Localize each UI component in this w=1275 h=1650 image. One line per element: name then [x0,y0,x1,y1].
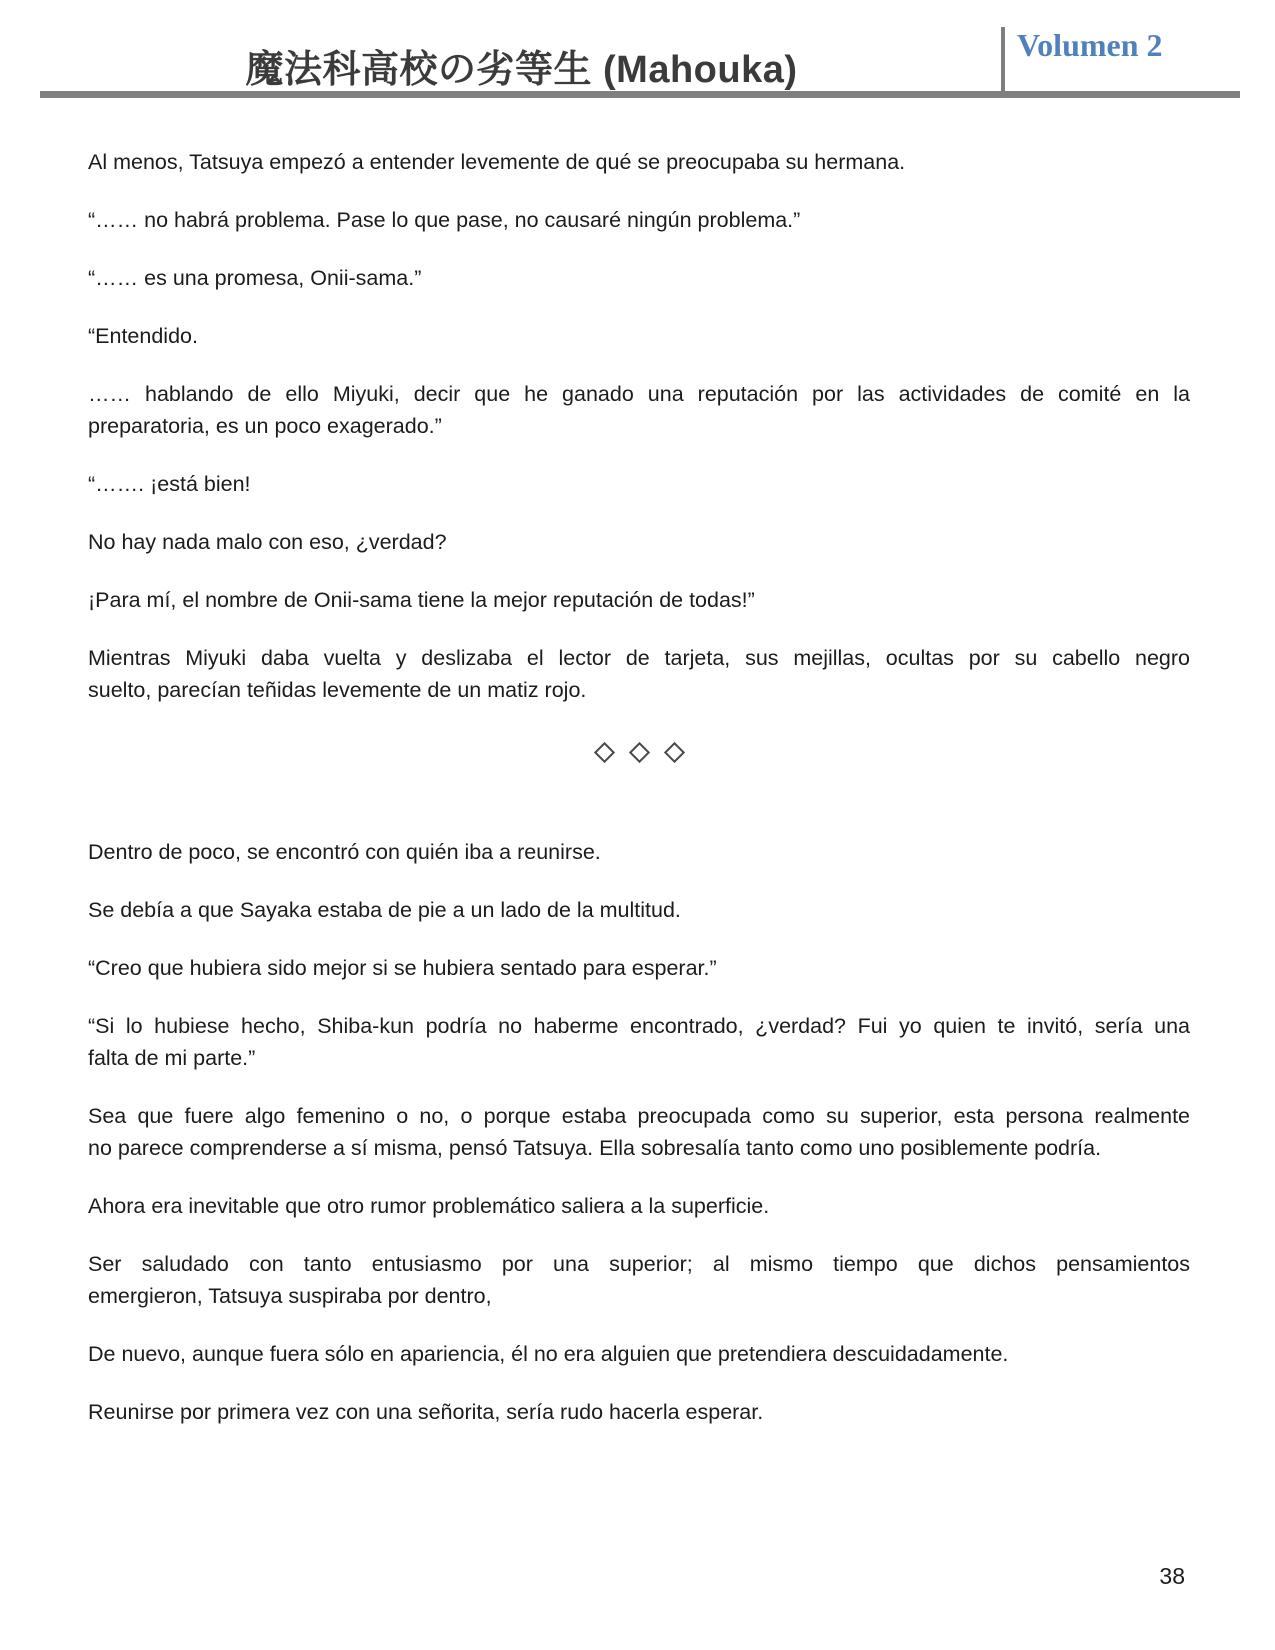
text-line: Se debía a que Sayaka estaba de pie a un lado de la multitud. [88,898,681,922]
paragraph [88,1010,1190,1074]
paragraph [88,1396,1190,1428]
text-line: No hay nada malo con eso, ¿verdad? [88,530,447,554]
diamond-icon [628,741,649,762]
text-line: falta de mi parte.” [88,1046,256,1070]
paragraph [88,894,1190,926]
section-divider [88,740,1190,764]
text-line: “Entendido. [88,324,198,348]
paragraph [88,468,1190,500]
paragraph [88,1100,1190,1164]
text-line: Reunirse por primera vez con una señorita, sería rudo hacerla esperar. [88,1400,764,1424]
header-vertical-divider [1001,27,1005,91]
text-line: “Creo que hubiera sido mejor si se hubiera sentado para esperar.” [88,956,717,980]
text-line: Ahora era inevitable que otro rumor problemático saliera a la superficie. [88,1194,770,1218]
paragraph [88,1338,1190,1370]
header-rule [40,91,1240,98]
paragraph [88,320,1190,352]
page-title: 魔法科高校の劣等生 (Mahouka) [245,49,798,91]
text-line: no parece comprenderse a sí misma, pensó Tatsuya. Ella sobresalía tanto como uno posiblemente podría. [88,1136,1102,1160]
text-line: “…… no habrá problema. Pase lo que pase, no causaré ningún problema.” [88,208,801,232]
volume-label: Volumen 2 [1017,27,1163,63]
paragraph [88,146,1190,178]
text-line: Mientras Miyuki daba vuelta y deslizaba el lector de tarjeta, sus mejillas, ocultas por su cabello negro [88,646,1190,670]
text-line: …… hablando de ello Miyuki, decir que he ganado una reputación por las actividades de comité en la [88,382,1190,406]
diamond-icon [593,741,614,762]
paragraph [88,952,1190,984]
paragraph [88,204,1190,236]
text-line: Dentro de poco, se encontró con quién iba a reunirse. [88,840,601,864]
paragraph [88,1190,1190,1222]
page-number: 38 [1159,1563,1185,1589]
text-line: De nuevo, aunque fuera sólo en apariencia, él no era alguien que pretendiera descuidadamente. [88,1342,1009,1366]
text-line: preparatoria, es un poco exagerado.” [88,414,442,438]
text-line: “…… es una promesa, Onii-sama.” [88,266,422,290]
paragraph [88,378,1190,442]
paragraph [88,1248,1190,1312]
paragraph [88,584,1190,616]
text-line: Sea que fuere algo femenino o no, o porque estaba preocupada como su superior, esta persona realmente [88,1104,1190,1128]
text-line: Ser saludado con tanto entusiasmo por una superior; al mismo tiempo que dichos pensamientos [88,1252,1190,1276]
text-line: Al menos, Tatsuya empezó a entender levemente de qué se preocupaba su hermana. [88,150,906,174]
paragraph [88,526,1190,558]
content [88,146,1190,1428]
diamond-icon [663,741,684,762]
paragraph [88,836,1190,868]
text-line: ¡Para mí, el nombre de Onii-sama tiene la mejor reputación de todas!” [88,588,755,612]
paragraph [88,642,1190,706]
paragraph [88,262,1190,294]
page-header [0,0,1275,98]
text-line: “Si lo hubiese hecho, Shiba-kun podría no haberme encontrado, ¿verdad? Fui yo quien te invitó, sería una [88,1014,1190,1038]
text-line: “……. ¡está bien! [88,472,251,496]
text-line: suelto, parecían teñidas levemente de un matiz rojo. [88,678,587,702]
text-line: emergieron, Tatsuya suspiraba por dentro, [88,1284,492,1308]
